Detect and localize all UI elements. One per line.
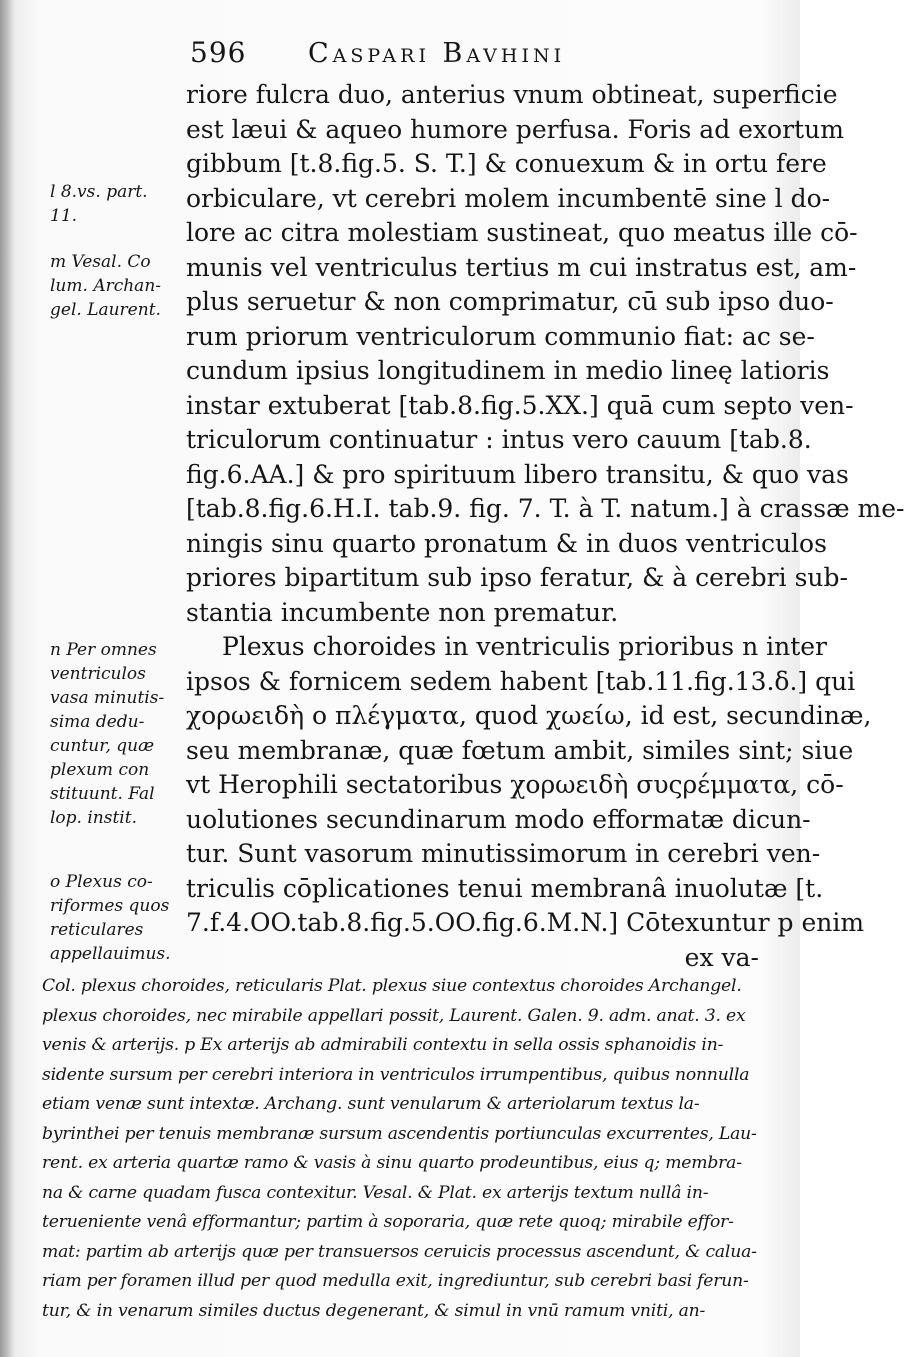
text-line: gibbum [t.8.fig.5. S. T.] & conuexum & in ortu fere (186, 149, 827, 178)
text-line: cundum ipsius longitudinem in medio lineę latioris (186, 356, 830, 385)
footnote-line: rent. ex arteria quartæ ramo & vasis à sinu quarto prodeuntibus, eius q; membra- (42, 1153, 742, 1173)
margin-note-line: appellauimus. (50, 944, 171, 964)
text-line: munis vel ventriculus tertius m cui instratus est, am- (186, 252, 857, 282)
margin-note-line: ventriculos (50, 664, 146, 684)
text-line: ningis sinu quarto pronatum & in duos ventriculos (186, 528, 827, 558)
margin-note-line: sima dedu- (50, 712, 145, 732)
margin-note-line: stituunt. Fal (50, 784, 155, 804)
footnote-line: terueniente venâ efformantur; partim à soporaria, quæ rete quoq; mirabile effor- (42, 1212, 734, 1232)
text-line: ipsos & fornicem sedem habent [tab.11.fig.13.ẟ.] qui (186, 666, 856, 696)
running-head: Caspari Bavhini (308, 38, 566, 69)
margin-note-line: 11. (50, 206, 78, 226)
text-line: tur. Sunt vasorum minutissimorum in cerebri ven- (186, 839, 821, 868)
margin-note-line: m Vesal. Co (50, 252, 151, 272)
margin-note-line: lum. Archan- (50, 276, 162, 296)
footnote-line: byrinthei per tenuis membranæ sursum ascendentis portiunculas excurrentes, Lau- (42, 1123, 757, 1144)
main-text-block (186, 78, 904, 975)
text-line: fig.6.AA.] & pro spirituum libero transitu, & quo vas (186, 459, 849, 489)
text-line: seu membranæ, quæ fœtum ambit, similes sint; siue (186, 735, 854, 765)
margin-note-line: lop. instit. (50, 808, 137, 828)
text-line: est læui & aqueo humore perfusa. Foris ad exortum (186, 114, 844, 144)
text-line: [tab.8.fig.6.H.I. tab.9. fig. 7. T. à T. natum.] à crassæ me- (186, 494, 904, 523)
footnote-line: mat: partim ab arterijs quæ per transuersos ceruicis processus ascendunt, & calua- (42, 1241, 757, 1262)
text-line: riore fulcra duo, anterius vnum obtineat, superficie (186, 80, 838, 109)
margin-note-line: plexum con (50, 760, 150, 780)
text-line: χορωειδὴ ο πλέγματα, quod χωείω, id est, secundinæ, (186, 701, 872, 730)
margin-note-line: reticulares (50, 920, 144, 940)
footnote-line: riam per foramen illud per quod medulla exit, ingrediuntur, sub cerebri basi ferun- (42, 1271, 749, 1291)
footnote-line: Col. plexus choroides, reticularis Plat. plexus siue contextus choroides Archangel. (42, 976, 742, 996)
margin-note-n (50, 638, 185, 830)
text-line: lore ac citra molestiam sustineat, quo meatus ille cō- (186, 218, 858, 247)
text-line: orbiculare, vt cerebri molem incumbentē sine l do- (186, 183, 831, 213)
margin-note-line: vasa minutis- (50, 688, 165, 708)
margin-note-line: riformes quos (50, 896, 170, 916)
margin-note-l (50, 180, 185, 228)
text-line: uolutiones secundinarum modo efformatæ dicun- (186, 804, 811, 834)
catchword: ex va- (684, 942, 759, 972)
margin-note-line: cuntur, quæ (50, 736, 155, 756)
footnote-line: sidente sursum per cerebri interiora in ventriculos irrumpentibus, quibus nonnulla (42, 1064, 750, 1085)
text-line: triculis cōplicationes tenui membranâ inuolutæ [t. (186, 873, 824, 903)
margin-note-line: gel. Laurent. (50, 300, 161, 320)
text-line: rum priorum ventriculorum communio fiat: ac se- (186, 321, 815, 351)
text-line: triculorum continuatur : intus vero cauum [tab.8. (186, 425, 812, 454)
margin-note-m (50, 250, 185, 322)
margin-note-o (50, 870, 185, 966)
margin-note-line: o Plexus co- (50, 872, 153, 892)
gutter-shadow (0, 0, 14, 1357)
margin-note-line: l 8.vs. part. (50, 182, 148, 202)
paragraph-start-line: Plexus choroides in ventriculis prioribus n inter (222, 632, 828, 661)
text-line: instar extuberat [tab.8.fig.5.XX.] quā cum septo ven- (186, 390, 854, 420)
page-number: 596 (190, 36, 247, 69)
text-line: stantia incumbente non prematur. (186, 597, 619, 627)
footnotes-block (42, 972, 782, 1326)
text-line: priores bipartitum sub ipso feratur, & à cerebri sub- (186, 563, 848, 592)
footnote-line: etiam venæ sunt intextæ. Archang. sunt venularum & arteriolarum textus la- (42, 1094, 700, 1114)
footnote-line: plexus choroides, nec mirabile appellari possit, Laurent. Galen. 9. adm. anat. 3. ex (42, 1005, 746, 1026)
footnote-line: na & carne quadam fusca contexitur. Vesal. & Plat. ex arterijs textum nullâ in- (42, 1182, 709, 1203)
page-header (190, 28, 750, 72)
text-line: 7.f.4.OO.tab.8.fig.5.OO.fig.6.M.N.] Cōtexuntur p enim (186, 908, 865, 937)
footnote-line: tur, & in venarum similes ductus degenerant, & simul in vnū ramum vniti, an- (42, 1300, 706, 1321)
footnote-line: venis & arterijs. p Ex arterijs ab admirabili contextu in sella ossis sphanoidis in- (42, 1035, 724, 1055)
text-line: vt Herophili sectatoribus χορωειδὴ συςρέμματα, cō- (186, 770, 844, 799)
margin-note-line: n Per omnes (50, 640, 157, 660)
text-line: plus seruetur & non comprimatur, cū sub ipso duo- (186, 287, 834, 316)
